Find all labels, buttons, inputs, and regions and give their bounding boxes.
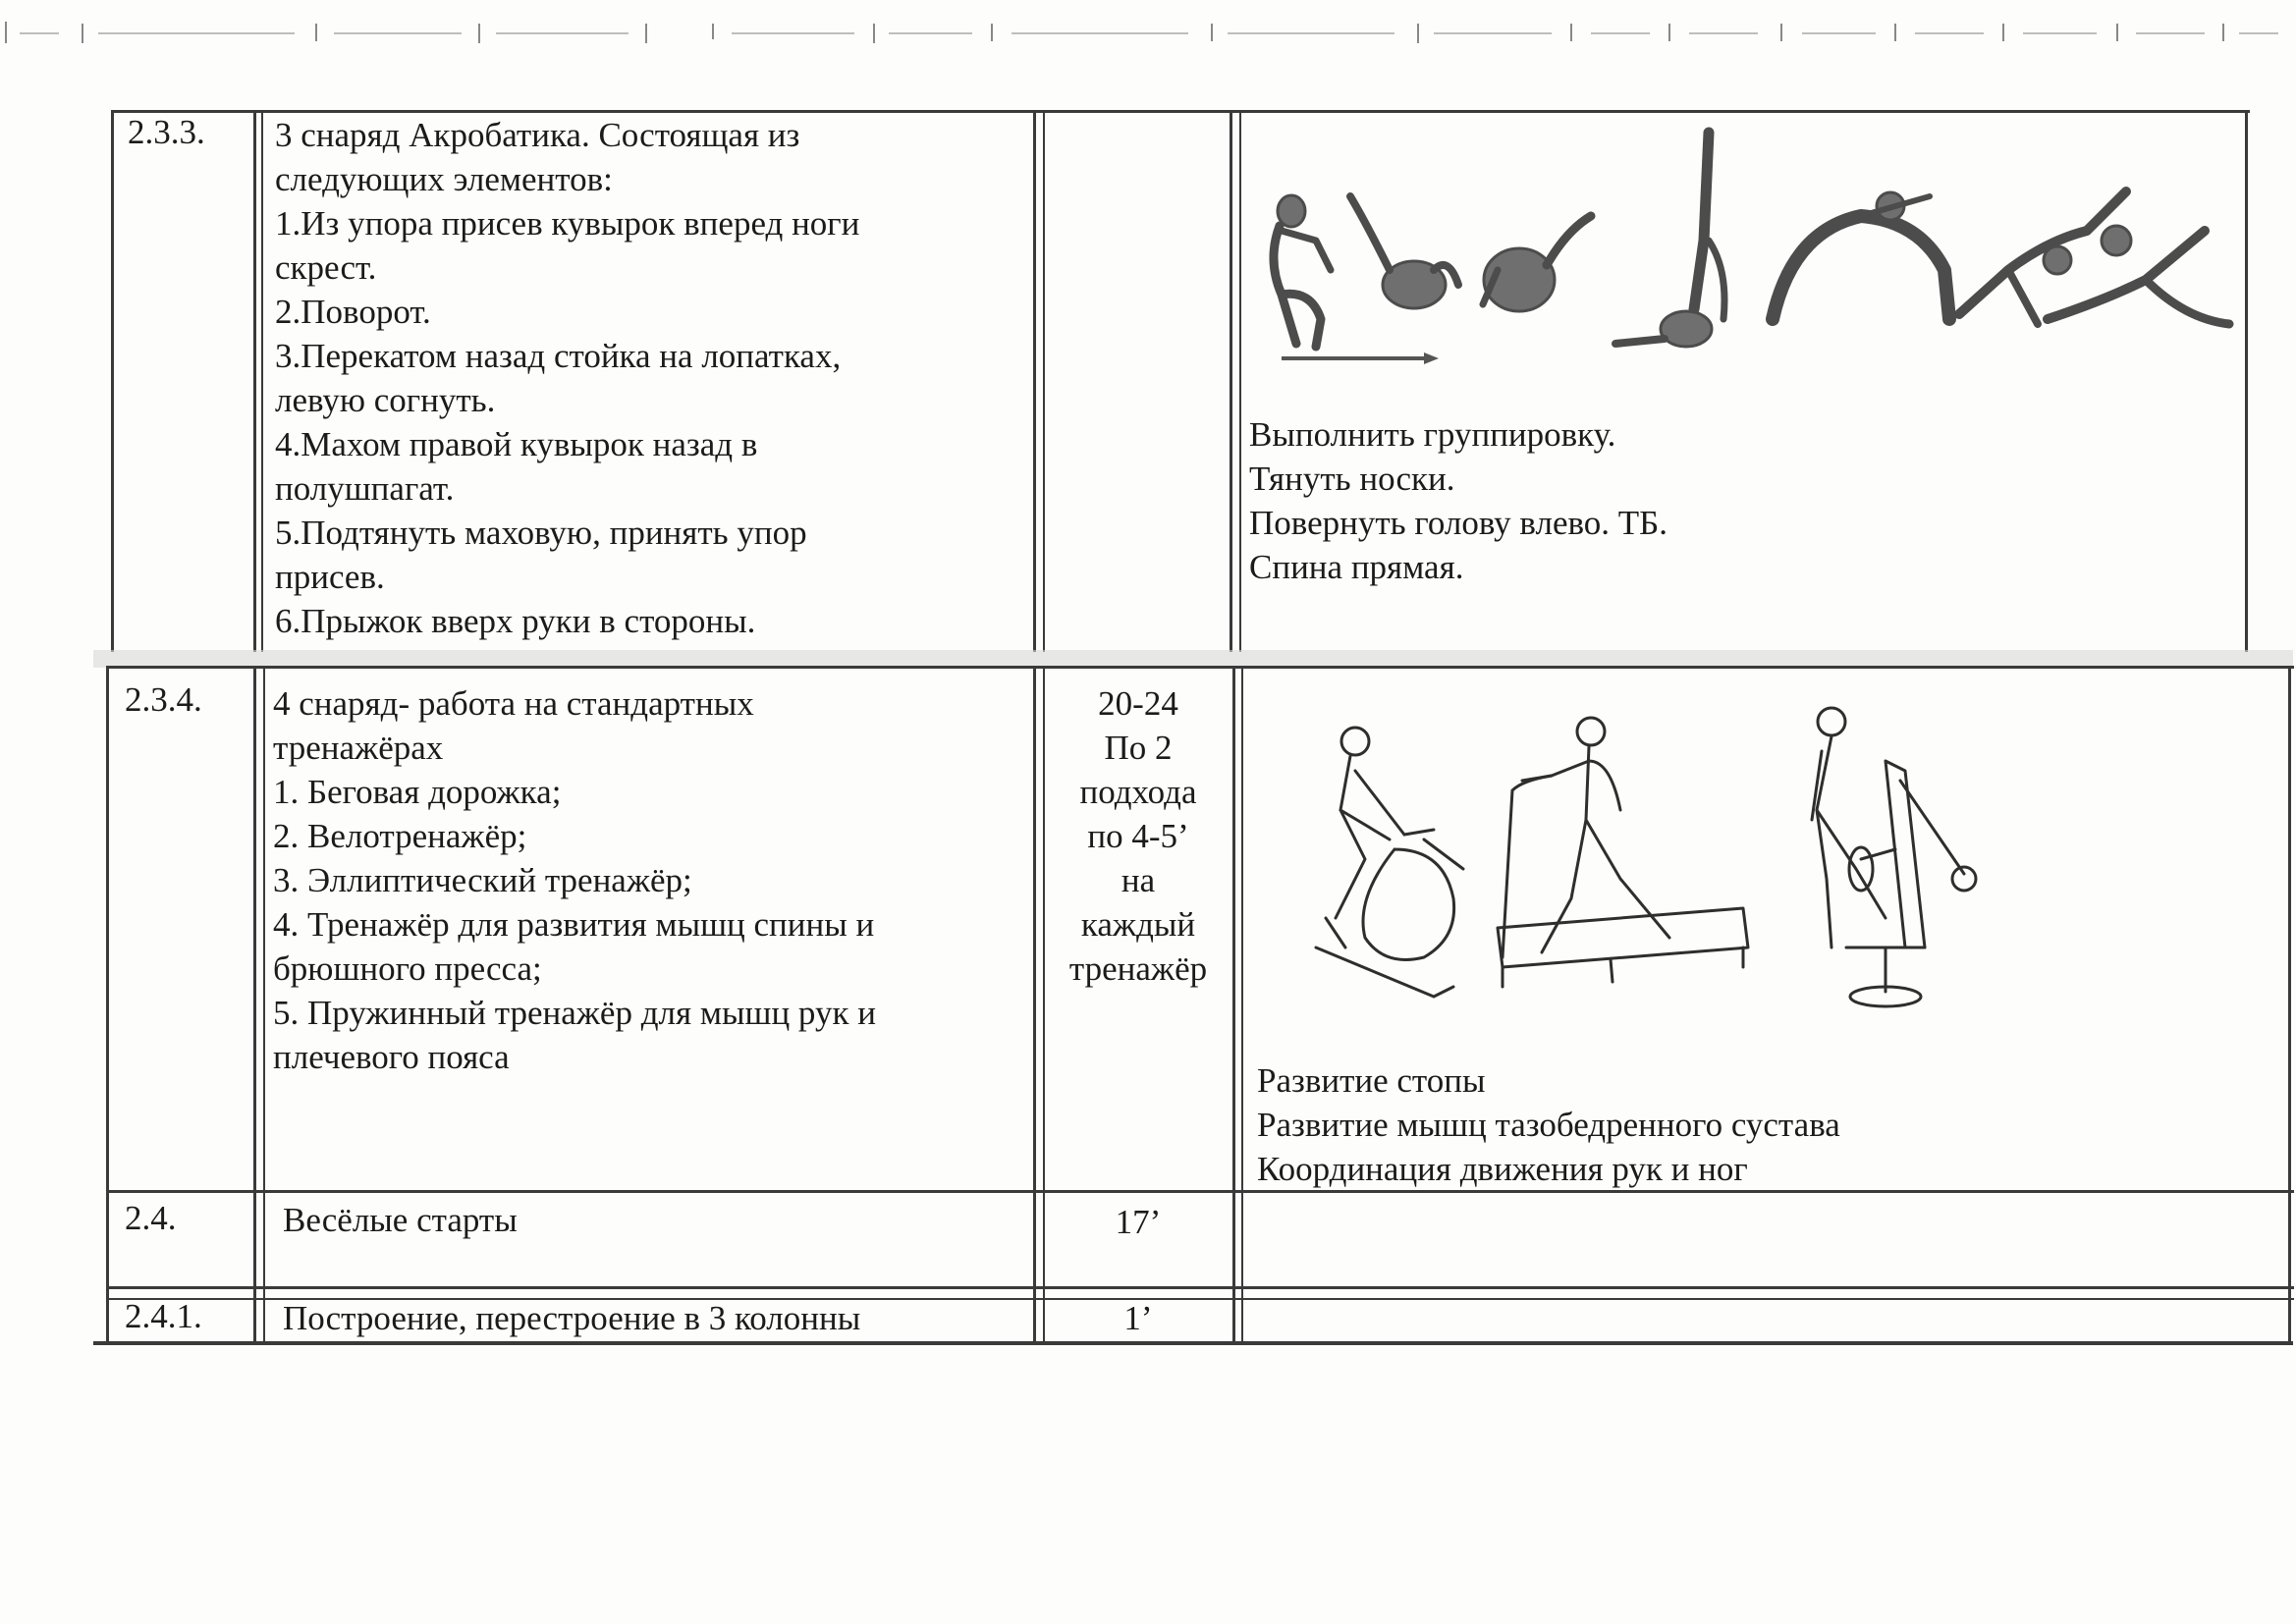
row-number: 2.3.3. — [128, 113, 205, 151]
row-notes: Развитие стопы Развитие мышц тазобедренного сустава Координация движения рук и ног — [1257, 1061, 1840, 1188]
row-dose: 1’ — [1123, 1299, 1153, 1337]
row-dose: 17’ — [1115, 1203, 1162, 1241]
row-content: Построение, перестроение в 3 колонны — [283, 1299, 861, 1337]
row-number: 2.4.1. — [125, 1297, 202, 1335]
row-dose: 20-24 По 2 подхода по 4-5’ на каждый тренажёр — [1068, 684, 1208, 988]
acrobatics-sequence-illustration — [1262, 123, 2234, 368]
row-number: 2.3.4. — [125, 680, 202, 719]
scan-tick-marks — [0, 0, 2296, 59]
row-content: Весёлые старты — [283, 1201, 518, 1239]
row-content: 3 снаряд Акробатика. Состоящая из следующих элементов: 1.Из упора присев кувырок вперед ноги скрест. 2.Поворот. 3.Перекатом назад стойка на лопатках, левую согнуть. 4.Махом правой кувырок назад в полушпагат. 5.Подтянуть маховую, принять упор присев. 6.Прыжок вверх руки в стороны. — [275, 116, 860, 640]
row-notes: Выполнить группировку. Тянуть носки. Повернуть голову влево. ТБ. Спина прямая. — [1249, 415, 1668, 586]
exercise-machines-illustration — [1296, 702, 1984, 1016]
row-content: 4 снаряд- работа на стандартных тренажёрах 1. Беговая дорожка; 2. Велотренажёр; 3. Эллиптический тренажёр; 4. Тренажёр для развития мышц спины и брюшного пресса; 5. Пружинный тренажёр для мышц рук и плечевого пояса — [273, 684, 876, 1076]
row-number: 2.4. — [125, 1199, 177, 1237]
